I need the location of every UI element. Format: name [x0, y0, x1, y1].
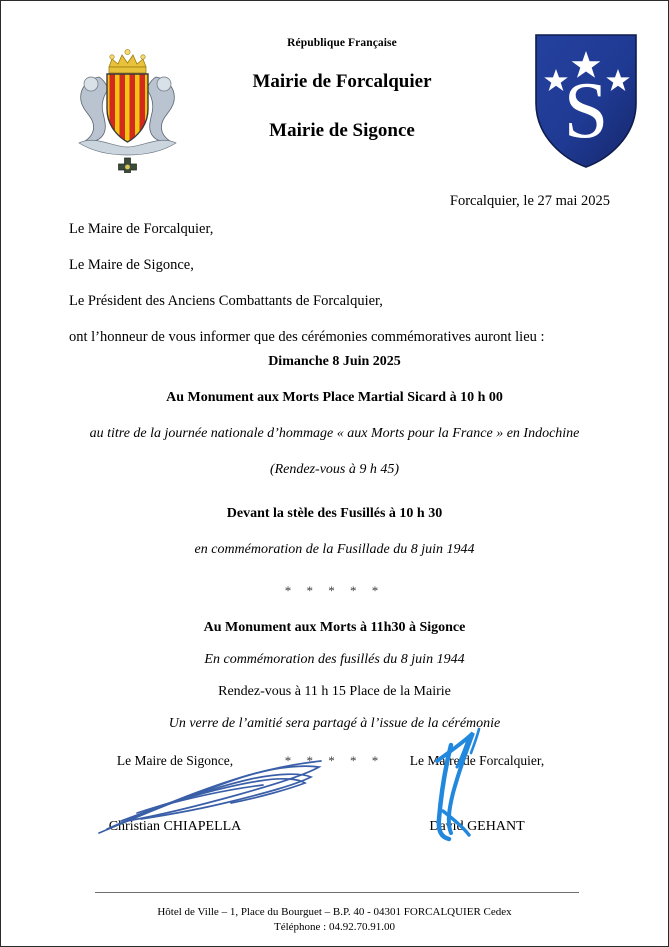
signature-title: Le Maire de Sigonce, — [116, 753, 234, 768]
separator-asterisks: * * * * * — [284, 583, 385, 598]
signature-title: Le Maire de Forcalquier, — [409, 753, 545, 768]
ceremony-3-subtitle: En commémoration des fusillés du 8 juin 1944 — [204, 652, 465, 667]
mairie-sigonce-title: Mairie de Sigonce — [269, 120, 415, 141]
signature-block-forcalquier — [347, 753, 607, 835]
ceremony-2-subtitle: en commémoration de la Fusillade du 8 juin 1944 — [194, 542, 475, 557]
footer-phone: Téléphone : 04.92.70.91.00 — [274, 920, 395, 933]
addressee-line: Le Président des Anciens Combattants de Forcalquier, — [69, 293, 383, 309]
signature-area — [7, 707, 662, 857]
signature-name: Christian CHIAPELLA — [108, 819, 242, 834]
ceremony-date-heading: Dimanche 8 Juin 2025 — [268, 354, 401, 369]
sigonce-shield-letter: S — [563, 67, 609, 155]
ceremony-1-subtitle: au titre de la journée nationale d’hommage « aux Morts pour la France » en Indochine — [89, 426, 580, 441]
addressee-line: Le Maire de Sigonce, — [69, 257, 194, 273]
ceremony-3-heading: Au Monument aux Morts à 11h30 à Sigonce — [203, 620, 466, 635]
letterhead-titles — [197, 37, 487, 142]
ceremony-1-heading: Au Monument aux Morts Place Martial Sicard à 10 h 00 — [166, 390, 503, 405]
letter-inner — [7, 7, 662, 940]
footer — [7, 905, 662, 935]
ceremony-3-note: Un verre de l’amitié sera partagé à l’issue de la cérémonie — [168, 716, 501, 731]
addressee-line: Le Maire de Forcalquier, — [69, 221, 214, 237]
footer-address: Hôtel de Ville – 1, Place du Bourguet – B.P. 40 - 04301 FORCALQUIER Cedex — [157, 906, 512, 918]
signature-block-sigonce — [45, 753, 305, 835]
mairie-forcalquier-title: Mairie de Forcalquier — [252, 71, 432, 92]
ceremony-3-meeting-point: Rendez-vous à 11 h 15 Place de la Mairie — [218, 684, 451, 699]
addressee-block — [69, 221, 609, 346]
ceremony-2-heading: Devant la stèle des Fusillés à 10 h 30 — [226, 506, 443, 521]
sigonce-coat-of-arms-icon — [530, 29, 642, 171]
separator-asterisks: * * * * * — [284, 753, 385, 768]
signature-name: David GEHANT — [429, 819, 525, 834]
dateline: Forcalquier, le 27 mai 2025 — [449, 193, 610, 209]
ceremony-1-meeting-time: (Rendez-vous à 9 h 45) — [269, 462, 400, 477]
footer-divider — [95, 892, 579, 893]
republic-line: République Française — [287, 37, 397, 49]
letterhead — [7, 21, 662, 181]
announcement-line: ont l’honneur de vous informer que des cérémonies commémoratives auront lieu : — [69, 329, 545, 345]
forcalquier-coat-of-arms-icon — [65, 43, 190, 173]
